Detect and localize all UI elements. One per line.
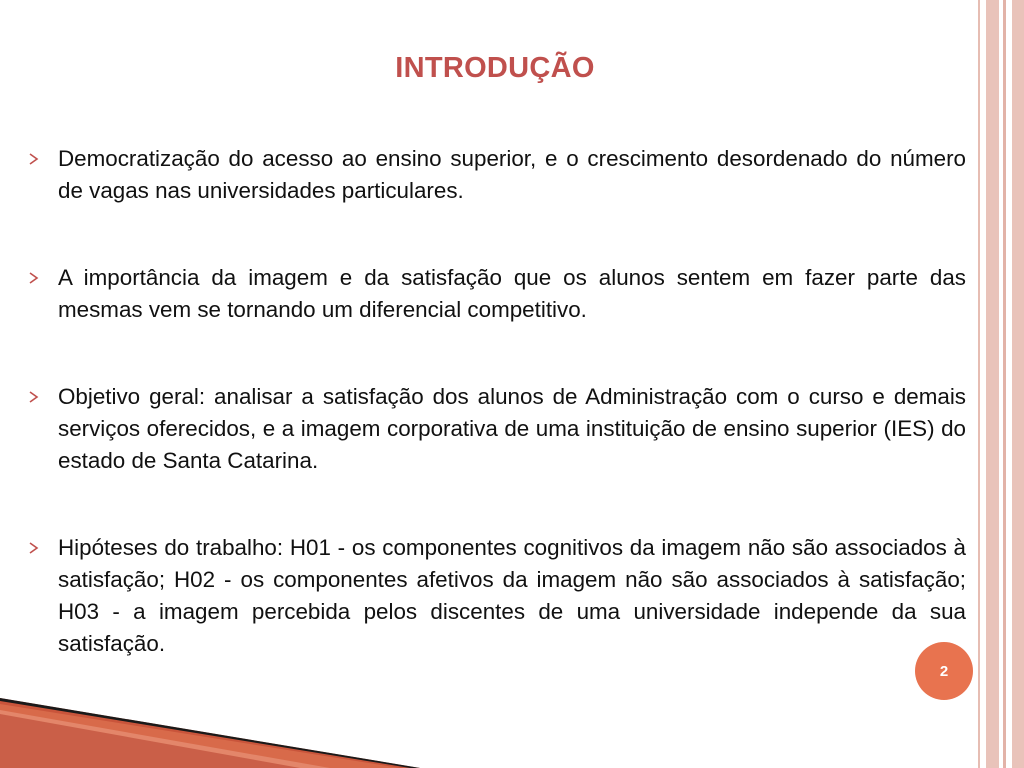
bullet-text: A importância da imagem e da satisfação que os alunos sentem em fazer parte das mesmas vem se tornando um diferencial competitivo.: [58, 265, 966, 322]
chevron-right-icon: [28, 391, 40, 403]
bullet-text: Objetivo geral: analisar a satisfação dos alunos de Administração com o curso e demais serviços oferecidos, e a imagem corporativa de uma instituição de ensino superior (IES) do estado de Santa Catarina.: [58, 384, 966, 473]
slide-title: INTRODUÇÃO: [395, 52, 595, 84]
bullet-item: [24, 532, 966, 660]
page-number-badge: 2: [915, 642, 973, 700]
bullet-text: Hipóteses do trabalho: H01 - os componentes cognitivos da imagem não são associados à satisfação; H02 - os componentes afetivos da imagem não são associados à satisfação; H03 - a imagem percebida pelos discentes de uma universidade independe da sua satisfação.: [58, 535, 966, 656]
chevron-right-icon: [28, 153, 40, 165]
chevron-right-icon: [28, 272, 40, 284]
bullet-list: [24, 143, 966, 715]
bullet-text: Democratização do acesso ao ensino superior, e o crescimento desordenado do número de vagas nas universidades particulares.: [58, 146, 966, 203]
bullet-item: [24, 143, 966, 207]
bullet-item: [24, 262, 966, 326]
decorative-stripes: [974, 0, 1024, 768]
bullet-item: [24, 381, 966, 477]
chevron-right-icon: [28, 542, 40, 554]
